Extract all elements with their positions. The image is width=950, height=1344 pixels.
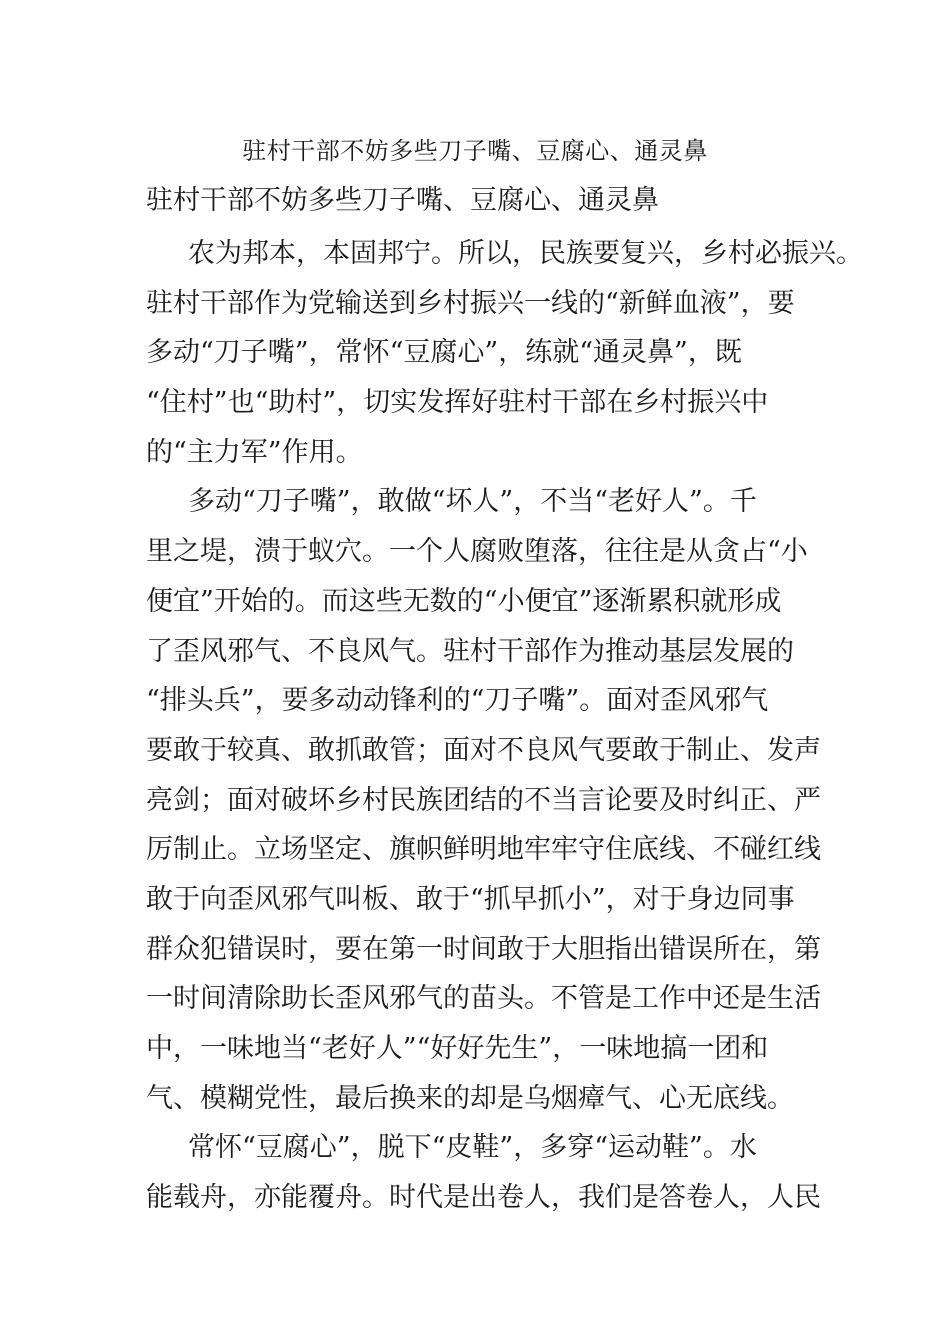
paragraph-1-line: 驻村干部作为党输送到乡村振兴一线的“新鲜血液”，要	[146, 287, 795, 319]
paragraph-2-line: 中，一味地当“老好人”“好好先生”，一味地搞一团和	[146, 1033, 769, 1064]
paragraph-2-line: 厉制止。立场坚定、旗帜鲜明地牢牢守住底线、不碰红线	[146, 834, 821, 866]
document-body	[146, 229, 863, 1223]
paragraph-2-line: 要敢于较真、敢抓敢管；面对不良风气要敢于制止、发声	[146, 734, 821, 766]
paragraph-2-line: 亮剑；面对破坏乡村民族团结的不当言论要及时纠正、严	[146, 784, 821, 816]
paragraph-2-line: 一时间清除助长歪风邪气的苗头。不管是工作中还是生活	[146, 983, 821, 1015]
paragraph-2-line: 了歪风邪气、不良风气。驻村干部作为推动基层发展的	[146, 635, 794, 667]
paragraph-2-line: 便宜”开始的。而这些无数的“小便宜”逐渐累积就形成	[146, 585, 782, 617]
paragraph-2-line: 多动“刀子嘴”，敢做“坏人”，不当“老好人”。千	[188, 486, 757, 518]
document-title: 驻村干部不妨多些刀子嘴、豆腐心、通灵鼻	[242, 137, 708, 165]
paragraph-2-line: 群众犯错误时，要在第一时间敢于大胆指出错误所在，第	[146, 933, 821, 965]
paragraph-1-line: “住村”也“助村”，切实发挥好驻村干部在乡村振兴中	[146, 387, 769, 419]
paragraph-2-line: 气、模糊党性，最后换来的却是乌烟瘴气、心无底线。	[146, 1082, 794, 1114]
paragraph-1-line: 农为邦本，本固邦宁。所以，民族要复兴，乡村必振兴。	[188, 238, 863, 269]
paragraph-2-line: 敢于向歪风邪气叫板、敢于“抓早抓小”，对于身边同事	[146, 883, 795, 915]
document-subtitle: 驻村干部不妨多些刀子嘴、豆腐心、通灵鼻	[146, 185, 659, 216]
paragraph-1-line: 的“主力军”作用。	[146, 436, 363, 468]
paragraph-3-line: 能载舟，亦能覆舟。时代是出卷人，我们是答卷人，人民	[146, 1182, 821, 1214]
paragraph-2-line: 里之堤，溃于蚁穴。一个人腐败堕落，往往是从贪占“小	[146, 536, 808, 568]
paragraph-1-line: 多动“刀子嘴”，常怀“豆腐心”，练就“通灵鼻”，既	[146, 337, 742, 369]
paragraph-2-line: “排头兵”，要多动动锋利的“刀子嘴”。面对歪风邪气	[146, 685, 769, 717]
paragraph-3-line: 常怀“豆腐心”，脱下“皮鞋”，多穿“运动鞋”。水	[188, 1132, 757, 1164]
